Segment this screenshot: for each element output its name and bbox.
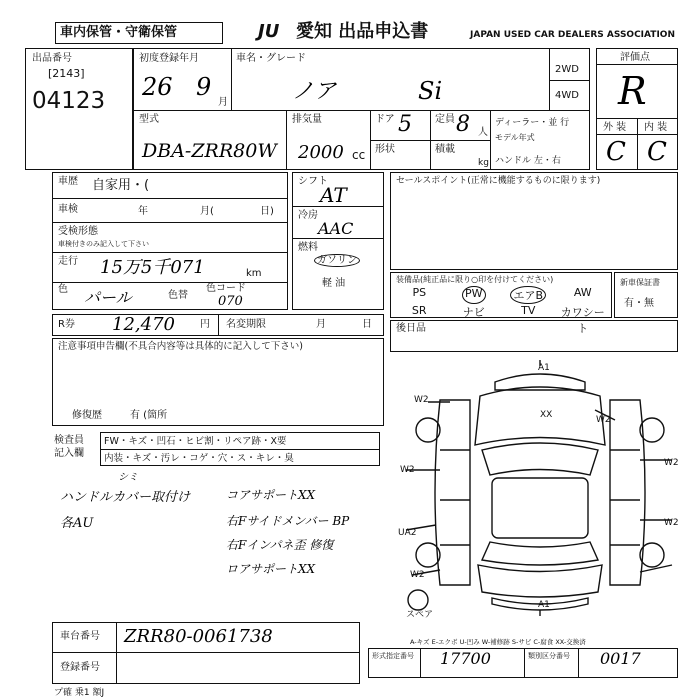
- fuel-alt: 軽 油: [322, 278, 346, 289]
- option-airbag: エアB: [510, 286, 546, 304]
- mark-front-bumper: A1: [538, 363, 550, 373]
- history-items-label: 後日品: [396, 323, 426, 334]
- history-value: 自家用・(: [92, 178, 150, 193]
- interior-label: 内 装: [644, 122, 668, 133]
- car-name-label: 車名・グレード: [236, 53, 306, 64]
- name-change-month: 月: [316, 319, 326, 330]
- recycle-amount: 12,470: [112, 314, 175, 335]
- mark-right-rear-door: W2: [664, 518, 679, 528]
- form-title: 愛知 出品申込書: [296, 21, 429, 42]
- displacement-unit: cc: [352, 148, 366, 162]
- inspection-label: 車検: [58, 204, 78, 215]
- score-value: R: [618, 69, 647, 113]
- option-seat: カワシート: [560, 306, 605, 335]
- option-navi: ナビ: [462, 306, 485, 319]
- option-pw: PW: [462, 286, 486, 304]
- exterior-label: 外 装: [603, 122, 627, 133]
- mark-front-right: W2: [596, 415, 611, 425]
- first-reg-label: 初度登録年月: [139, 53, 199, 64]
- recycle-label: R券: [58, 319, 75, 330]
- color-value: パール: [84, 288, 132, 307]
- diagram-wheel-rr: [640, 543, 664, 567]
- model-type-value: DBA-ZRR80W: [142, 140, 277, 162]
- model-type-label: 型式: [139, 114, 159, 125]
- shift-value: AT: [320, 183, 347, 207]
- grade-value: Si: [418, 77, 443, 105]
- drive-4wd: 4WD: [555, 90, 579, 101]
- chassis-label: 車台番号: [60, 631, 100, 642]
- mark-rear-bumper: A1: [538, 600, 550, 610]
- chassis-number: ZRR80-0061738: [124, 626, 273, 647]
- mileage-label: 走行: [58, 256, 78, 267]
- mileage-value: 15万5千071: [100, 257, 205, 278]
- category-value: 0017: [600, 649, 641, 668]
- car-name-value: ノア: [292, 79, 337, 104]
- category-label: 類別区分番号: [528, 652, 570, 660]
- displacement-label: 排気量: [292, 114, 322, 125]
- exterior-grade: C: [606, 137, 626, 167]
- capacity-label: 定員: [435, 114, 455, 125]
- inspector-label: 検査員記入欄: [54, 435, 84, 459]
- option-sr: SR: [411, 304, 427, 317]
- selling-points-label: セールスポイント(正常に機能するものに限ります): [396, 176, 601, 186]
- mark-front-left: W2: [414, 395, 429, 405]
- note-right-4: ロアサポートXX: [226, 562, 316, 576]
- repair-value: 有 (箇所: [130, 410, 168, 421]
- fuel-label: 燃料: [298, 242, 318, 253]
- name-change-label: 名変期限: [226, 319, 266, 330]
- note-left-2: 各AU: [60, 516, 94, 531]
- score-label: 評価点: [620, 52, 650, 63]
- spare-label: スペア: [406, 610, 434, 620]
- receipt-note: 車検付きのみ記入して下さい: [58, 240, 149, 248]
- shape-label: 形状: [375, 144, 395, 155]
- repair-label: 修復歴: [72, 410, 102, 421]
- type-cert-value: 17700: [440, 649, 491, 668]
- diagram-rear-window: [482, 542, 598, 565]
- doors-value: 5: [398, 112, 412, 137]
- color-label: 色: [58, 284, 68, 295]
- options-label: 装備品(純正品に限り○印を付けてください): [396, 275, 554, 284]
- notes-label: 注意事項申告欄(不具合内容等は具体的に記入して下さい): [58, 341, 303, 352]
- ac-label: 冷房: [298, 210, 318, 221]
- mark-left-rear-door: UA2: [398, 528, 417, 538]
- color-code-value: 070: [218, 294, 243, 309]
- inspection-year: 年: [138, 206, 148, 217]
- mark-rear-left: W2: [410, 570, 425, 580]
- diagram-roof: [492, 478, 588, 538]
- history-label: 車歴: [58, 176, 78, 187]
- color-change-label: 色替: [168, 290, 188, 301]
- mileage-unit: km: [246, 268, 262, 279]
- handle-label: ハンドル 左・右: [495, 156, 561, 166]
- interior-grade: C: [647, 137, 667, 167]
- type-cert-label: 形式指定番号: [372, 652, 414, 660]
- warranty-value: 有・無: [624, 298, 654, 309]
- diagram-spare-wheel: [408, 590, 428, 610]
- small-number: [2143]: [48, 67, 85, 80]
- diagram-wheel-fr: [640, 418, 664, 442]
- first-reg-year: 26: [142, 73, 173, 101]
- note-left-1: ハンドルカバー取付け: [60, 490, 191, 505]
- inspection-month: 月(: [200, 206, 214, 217]
- color-code-label: 色コード: [206, 283, 246, 294]
- storage-box: [55, 22, 223, 44]
- diagram-trunk: [478, 565, 602, 597]
- note-right-3: 右Fインパネ歪 修復: [226, 538, 334, 552]
- first-reg-month: 9: [196, 73, 212, 101]
- association-name: JAPAN USED CAR DEALERS ASSOCIATION: [470, 30, 675, 40]
- capacity-unit: 人: [478, 127, 488, 138]
- receipt-label: 受検形態: [58, 226, 98, 237]
- stain-mark: シミ: [118, 472, 138, 483]
- month-unit: 月: [218, 97, 228, 108]
- storage-label: 車内保管・守衛保管: [60, 25, 178, 40]
- inspector-interior-row: 内装・キズ・汚レ・コゲ・穴・ス・キレ・臭: [104, 453, 294, 464]
- fuel-value: ガソリン: [314, 254, 360, 267]
- mark-left-front-door: W2: [400, 465, 415, 475]
- car-diagram: [400, 360, 680, 620]
- name-change-day: 日: [362, 319, 372, 330]
- model-year-label: モデル年式: [495, 133, 535, 142]
- doors-label: ドア: [375, 114, 395, 125]
- ju-logo: JU: [258, 21, 280, 42]
- drive-2wd: 2WD: [555, 64, 579, 75]
- capacity-value: 8: [456, 112, 470, 137]
- mark-hood: XX: [540, 410, 553, 420]
- registration-number-label: 登録番号: [60, 662, 100, 673]
- history-items-box: [390, 320, 678, 352]
- note-right-2: 右Fサイドメンバー BP: [226, 514, 350, 528]
- warranty-label: 新車保証書: [620, 278, 660, 287]
- mark-right-front-door: W2: [664, 458, 679, 468]
- footer-partial: プ確 乗1 額J: [54, 688, 105, 698]
- inspector-fw-row: FW・キズ・凹石・ヒビ割・リペア跡・X要: [104, 436, 287, 447]
- dealer-label: ディーラー・並 行: [495, 118, 570, 128]
- recycle-yen: 円: [200, 319, 210, 330]
- shift-label: シフト: [298, 176, 328, 187]
- note-right-1: コアサポートXX: [226, 488, 316, 502]
- option-ps: PS: [412, 286, 427, 299]
- option-aw: AW: [573, 286, 592, 299]
- damage-legend: A-キズ E-エクボ U-凹み W-補修跡 S-サビ C-腐食 XX-交換済: [410, 638, 586, 646]
- diagram-windshield: [482, 443, 598, 475]
- option-tv: TV: [521, 304, 536, 317]
- inspection-day: 日): [260, 206, 274, 217]
- load-unit: kg: [478, 158, 489, 168]
- load-label: 積載: [435, 144, 455, 155]
- diagram-wheel-fl: [416, 418, 440, 442]
- displacement-value: 2000: [298, 142, 344, 163]
- listing-number-label: 出品番号: [32, 53, 72, 64]
- diagram-wheel-rl: [416, 543, 440, 567]
- listing-number: 04123: [32, 88, 106, 114]
- ac-value: AAC: [318, 219, 354, 238]
